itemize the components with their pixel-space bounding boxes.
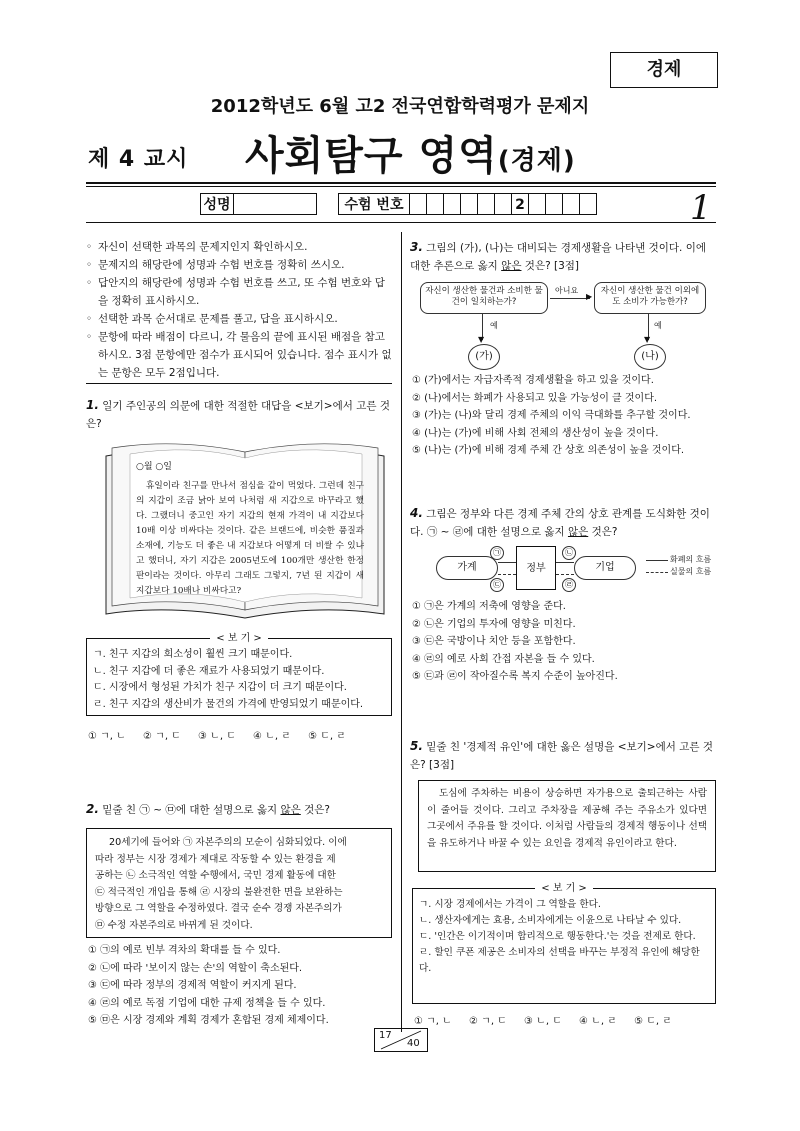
instructions [86,238,392,382]
passage-line: 방향으로 그 역할을 수정하였다. 결국 순수 경쟁 자본주의가 [95,903,342,914]
option[interactable]: ② ㉡은 기업의 투자에 영향을 미친다. [412,618,576,630]
top-rule [86,182,716,184]
bogi-title: < 보 기 > [413,881,715,897]
question-3 [410,238,716,275]
exam-no-cell[interactable] [562,193,580,215]
section-rule [86,383,392,384]
top-rule [86,186,716,187]
page-counter [374,1028,428,1052]
choice[interactable]: ④ ㄴ, ㄹ [253,731,291,742]
choice[interactable]: ① ㄱ, ㄴ [414,1016,452,1027]
diary-body: 휴일이라 친구를 만나서 점심을 같이 먹었다. 그런데 친구의 지갑이 조금 낡아 보여 나처럼 새 지갑으로 바꾸라고 했다. 그랬더니 중고인 자기 지갑의 현재 가격이 내 지갑보다 10배 이상 비싸다는 것이다. 같은 브랜드에, 비슷한 품질과 소재에, 기능도 더 좋은 내 지갑보다 어떻게 더 비쌀 수 있냐고 했더니, 자기 지갑은 2005년도에 100개만 생산한 한정판이라는 것이다. 아무리 그래도 그렇지, 7년 된 지갑이 새 지갑보다 10배나 비싸다고? [136,481,364,596]
yes-label: 예 [490,321,498,330]
exam-no-cell[interactable] [443,193,461,215]
exam-no-cell[interactable] [545,193,563,215]
option[interactable]: ② ㉡에 따라 '보이지 않는 손'의 역할이 축소된다. [88,962,303,974]
question-stem: 것은? [300,804,330,816]
exam-no-cell[interactable] [460,193,478,215]
money-flow-line [498,562,516,563]
pager-current: 17 [379,1030,392,1041]
question-stem-underline: 않은 [567,526,589,538]
passage-line: ㉤ 수정 자본주의로 바뀌게 된 것이다. [95,919,253,931]
q5-passage-box: 도심에 주차하는 비용이 상승하면 자가용으로 출퇴근하는 사람이 줄어들 것이다. 그리고 주차장을 제공해 주는 주유소가 있다면 그곳에서 주유를 할 것이다. 이처럼 사람들의 경제적 행동이나 선택을 유도하거나 바꿀 수 있는 요인을 경제적 유인이라고 한다. [418,780,716,872]
name-field[interactable] [233,193,317,215]
question-2 [86,800,392,819]
passage-line: 20세기에 들어와 ㉠ 자본주의의 모순이 심화되었다. 이에 [109,837,347,848]
diagram-box-right: 자신이 생산한 물건 이외에도 소비가 가능한가? [594,282,706,314]
marker-1: ㉠ [490,546,504,560]
q5-choices [414,1012,724,1027]
exam-no-cell[interactable] [579,193,597,215]
option[interactable]: ③ (가)는 (나)와 달리 경제 주체의 이익 극대화를 추구할 것이다. [412,410,691,421]
note-item: ◦ 선택한 과목 순서대로 문제를 풀고, 답을 표시하시오. [86,310,392,328]
q3-diagram [410,278,716,373]
q1-choices [88,727,398,742]
subject-box: 경제 [610,52,718,88]
ga-circle: (가) [468,344,500,370]
question-stem: 것은? [588,526,618,538]
legend-real: 실물의 흐름 [670,567,712,576]
exam-no-cell[interactable]: 2 [511,193,529,215]
diagram-box-left: 자신이 생산한 물건과 소비한 물건이 일치하는가? [420,282,548,314]
name-label: 성명 [200,193,234,215]
option[interactable]: ① ㉠의 예로 빈부 격차의 확대를 들 수 있다. [88,945,281,956]
arrow-down-icon: ▼ [478,335,485,344]
diary-date: ○월 ○일 [136,462,172,472]
exam-no-label: 수험 번호 [338,193,410,215]
option[interactable]: ⑤ (나)는 (가)에 비해 경제 주체 간 상호 의존성이 높을 것이다. [412,445,685,456]
q3-options [412,372,718,460]
page-number: 1 [690,188,712,228]
main-title-subject: (경제) [497,146,576,176]
question-number: 2. [86,802,99,816]
question-stem-underline: 않은 [501,260,522,272]
exam-title: 2012학년도 6월 고2 전국연합학력평가 문제지 [210,96,590,117]
q4-options [412,598,718,686]
legend-money: 화폐의 흐름 [670,555,712,564]
main-title [245,124,576,181]
money-flow-line [556,562,574,563]
question-number: 5. [410,739,423,753]
option[interactable]: ④ ㉣의 예로 사회 간접 자본을 들 수 있다. [412,653,595,665]
question-5 [410,737,716,774]
option[interactable]: ⑤ ㉤은 시장 경제와 계획 경제가 혼합된 경제 체제이다. [88,1015,329,1026]
exam-period: 제 4 교시 [88,147,189,172]
exam-no-cell[interactable] [477,193,495,215]
question-4 [410,504,716,541]
note-item: ◦ 문제지의 해당란에 성명과 수험 번호를 정확히 쓰시오. [86,256,392,274]
note-item: ◦ 문항에 따라 배점이 다르니, 각 물음의 끝에 표시된 배점을 참고하시오. 3점 문항에만 점수가 표시되어 있습니다. 점수 표시가 없는 문항은 모두 2점입니다. [86,328,392,382]
passage-line: 따라 정부는 시장 경제가 제대로 작동할 수 있는 환경을 제 [95,853,336,865]
id-row [200,193,597,215]
exam-no-cell[interactable] [528,193,546,215]
choice[interactable]: ② ㄱ, ㄷ [143,731,181,742]
bogi-item: ㄴ. 생산자에게는 효용, 소비자에게는 이윤으로 나타날 수 있다. [419,915,682,926]
option[interactable]: ③ ㉢은 국방이나 치안 등을 포함한다. [412,636,576,647]
bogi-item: ㄷ. '인간은 이기적이며 합리적으로 행동한다.'는 것을 전제로 한다. [419,931,696,942]
q2-options [88,942,398,1030]
bogi-item: ㄱ. 시장 경제에서는 가격이 그 역할을 한다. [419,899,601,910]
choice[interactable]: ④ ㄴ, ㄹ [579,1016,617,1027]
question-stem: 밑줄 친 ㉠ ~ ㉤에 대한 설명으로 옳지 [102,804,281,816]
marker-4: ㉣ [562,578,576,592]
choice[interactable]: ③ ㄴ, ㄷ [524,1016,562,1027]
exam-no-cell[interactable] [409,193,427,215]
question-stem: 일기 주인공의 의문에 대한 적절한 대답을 <보기>에서 고른 것은? [86,400,390,430]
option[interactable]: ⑤ ㉢과 ㉣이 작아질수록 복지 수준이 높아진다. [412,671,618,682]
header-rule [86,222,716,223]
na-circle: (나) [634,344,666,370]
arrow-down-icon: ▼ [644,335,651,344]
column-divider [401,232,402,1032]
question-stem: 밑줄 친 '경제적 유인'에 대한 옳은 설명을 <보기>에서 고른 것은? [3점] [410,741,713,771]
diary-text [136,460,364,599]
arrow-head-icon: ▶ [586,292,593,301]
option[interactable]: ④ (나)는 (가)에 비해 사회 전체의 생산성이 높을 것이다. [412,427,659,439]
yes-label: 예 [654,321,662,330]
question-number: 3. [410,240,423,254]
question-stem: 그림은 정부와 다른 경제 주체 간의 상호 관계를 도식화한 것이다. ㉠ ~ ㉣에 대한 설명으로 옳지 [410,508,710,538]
q2-passage-box [86,828,392,938]
government-box: 정부 [516,546,556,590]
q5-bogi-box [412,883,716,1004]
main-title-text: 사회탐구 영역 [245,133,498,179]
legend-money-line [646,560,668,561]
legend-real-line [646,572,668,573]
option[interactable]: ④ ㉣의 예로 독점 기업에 대한 규제 정책을 들 수 있다. [88,997,326,1009]
question-stem: 그림의 (가), (나)는 대비되는 경제생활을 나타낸 것이다. 이에 대한 추론으로 옳지 [410,242,706,272]
arrow-line [550,298,590,299]
bogi-item: ㄱ. 친구 지갑의 희소성이 훨씬 크기 때문이다. [93,649,293,660]
option[interactable]: ① ㉠은 가계의 저축에 영향을 준다. [412,601,566,612]
real-flow-line [556,574,574,575]
exam-no-cell[interactable] [494,193,512,215]
choice[interactable]: ① ㄱ, ㄴ [88,731,126,742]
option[interactable]: ② (나)에서는 화폐가 사용되고 있을 가능성이 클 것이다. [412,392,658,404]
bogi-item: ㄴ. 친구 지갑에 더 좋은 재료가 사용되었기 때문이다. [93,665,325,677]
choice[interactable]: ⑤ ㄷ, ㄹ [634,1016,672,1027]
question-number: 4. [410,506,423,520]
choice[interactable]: ③ ㄴ, ㄷ [198,731,236,742]
real-flow-line [498,574,516,575]
option[interactable]: ① (가)에서는 자급자족적 경제생활을 하고 있을 것이다. [412,375,654,386]
question-stem-underline: 않은 [280,804,301,816]
passage-line: 공하는 ㉡ 소극적인 역할 수행에서, 국민 경제 활동에 대한 [95,870,336,881]
bogi-title: < 보 기 > [87,631,391,648]
question-1 [86,396,392,433]
exam-no-cell[interactable] [426,193,444,215]
note-item: ◦ 자신이 선택한 과목의 문제지인지 확인하시오. [86,238,392,256]
marker-3: ㉢ [490,578,504,592]
spacer [317,193,339,215]
q4-diagram [410,544,716,594]
marker-2: ㉡ [562,546,576,560]
question-stem: 것은? [3점] [521,260,580,272]
household-box: 가계 [436,556,498,580]
choice[interactable]: ② ㄱ, ㄷ [469,1016,507,1027]
question-number: 1. [86,398,99,412]
passage-line: ㉢ 적극적인 개입을 통해 ㉣ 시장의 불완전한 면을 보완하는 [95,886,343,898]
bogi-item: ㄹ. 할인 쿠폰 제공은 소비자의 선택을 바꾸는 부정적 유인에 해당한다. [419,947,700,974]
bogi-item: ㄹ. 친구 지갑의 생산비가 물건의 가격에 반영되었기 때문이다. [93,698,364,710]
q1-bogi-box [86,633,392,716]
note-item: ◦ 답안지의 해당란에 성명과 수험 번호를 쓰고, 또 수험 번호와 답을 정확히 표시하시오. [86,274,392,310]
no-label: 아니요 [555,286,579,295]
bogi-item: ㄷ. 시장에서 형성된 가치가 친구 지갑이 더 크기 때문이다. [93,682,347,693]
option[interactable]: ③ ㉢에 따라 정부의 경제적 역할이 커지게 된다. [88,980,297,991]
choice[interactable]: ⑤ ㄷ, ㄹ [308,731,346,742]
firm-box: 기업 [574,556,636,580]
pager-total: 40 [407,1038,420,1049]
